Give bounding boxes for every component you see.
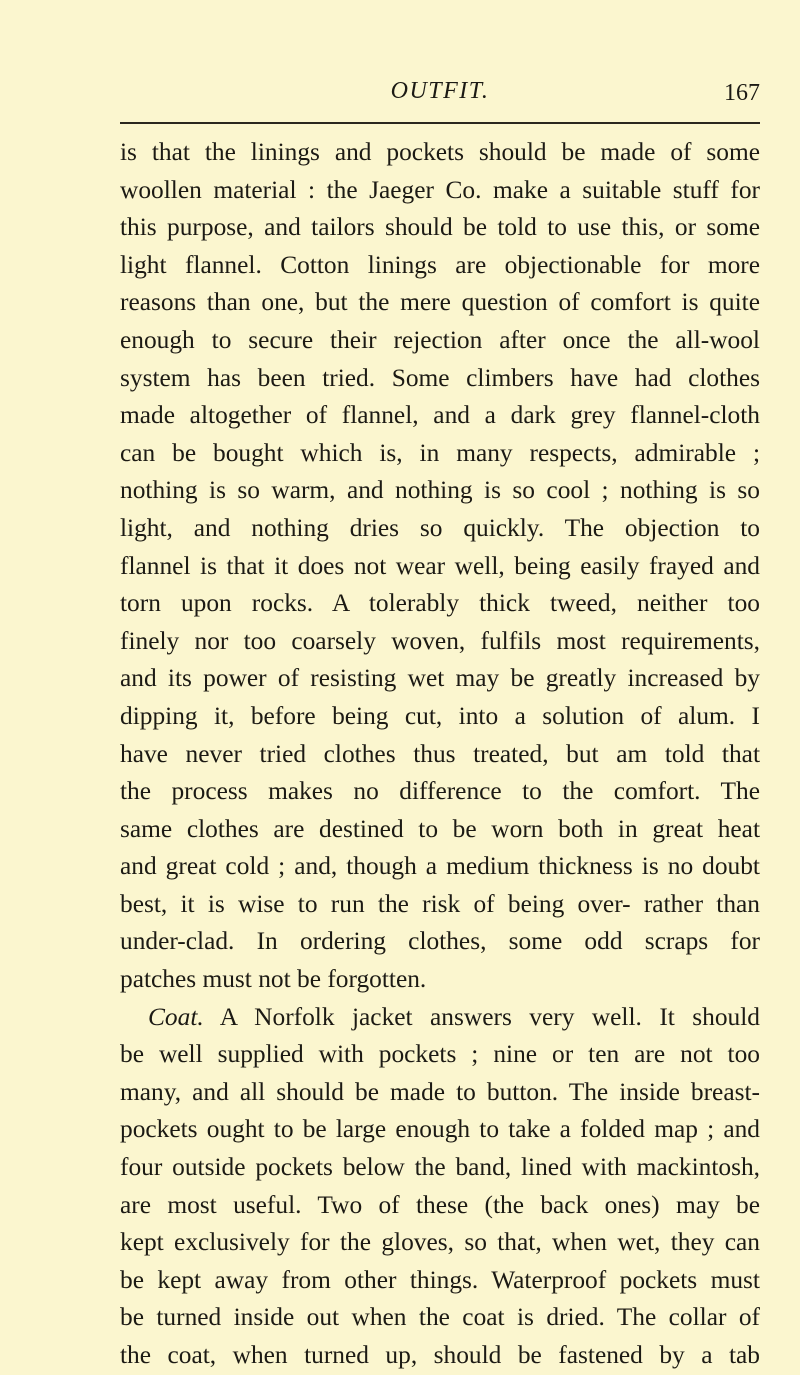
text-line: flannel is that it does not wear well, being easily frayed and <box>120 551 760 580</box>
coat-heading: Coat. <box>148 1002 204 1031</box>
text-line: light flannel. Cotton linings are objectionable for more <box>120 250 760 279</box>
text-line: be kept away from other things. Waterproof pockets must <box>120 1265 760 1294</box>
text-line: woollen material : the Jaeger Co. make a suitable stuff for <box>120 175 760 204</box>
text-line: the coat, when turned up, should be fastened by a tab <box>120 1341 760 1369</box>
coat-first-line-text: A Norfolk jacket answers very well. It should <box>219 1002 760 1031</box>
text-line: have never tried clothes thus treated, but am told that <box>120 739 760 768</box>
text-line: dipping it, before being cut, into a solution of alum. I <box>120 701 760 730</box>
text-line: torn upon rocks. A tolerably thick tweed, neither too <box>120 589 760 618</box>
text-line: the process makes no difference to the comfort. The <box>120 777 760 806</box>
text-line: many, and all should be made to button. The inside breast- <box>120 1077 760 1106</box>
running-title: OUTFIT. <box>390 78 490 104</box>
page-number: 167 <box>724 80 760 106</box>
text-line: light, and nothing dries so quickly. The objection to <box>120 513 760 542</box>
text-line: reasons than one, but the mere question of comfort is quite <box>120 288 760 317</box>
coat-paragraph-first-line <box>120 999 760 1037</box>
text-line: same clothes are destined to be worn both in great heat <box>120 814 760 843</box>
body-text <box>120 134 760 1375</box>
text-line: and its power of resisting wet may be greatly increased by <box>120 664 760 693</box>
text-line: can be bought which is, in many respects, admirable ; <box>120 438 760 467</box>
text-line: system has been tried. Some climbers have had clothes <box>120 363 760 392</box>
text-line: best, it is wise to run the risk of being over- rather than <box>120 889 760 918</box>
text-line: are most useful. Two of these (the back ones) may be <box>120 1190 760 1219</box>
text-line: enough to secure their rejection after once the all-wool <box>120 325 760 354</box>
header-rule <box>120 122 760 124</box>
text-line: made altogether of flannel, and a dark grey flannel-cloth <box>120 401 760 430</box>
text-line: kept exclusively for the gloves, so that, when wet, they can <box>120 1228 760 1257</box>
text-line: is that the linings and pockets should be made of some <box>120 138 760 166</box>
running-head <box>120 74 760 110</box>
text-line: patches must not be forgotten. <box>120 965 427 994</box>
text-line: under-clad. In ordering clothes, some odd scraps for <box>120 927 760 956</box>
text-line: this purpose, and tailors should be told to use this, or some <box>120 213 760 242</box>
text-line: be well supplied with pockets ; nine or ten are not too <box>120 1040 760 1069</box>
text-line: and great cold ; and, though a medium thickness is no doubt <box>120 852 760 881</box>
text-line: nothing is so warm, and nothing is so cool ; nothing is so <box>120 476 760 505</box>
text-line: be turned inside out when the coat is dried. The collar of <box>120 1303 760 1332</box>
text-line: finely nor too coarsely woven, fulfils most requirements, <box>120 626 760 655</box>
text-line: pockets ought to be large enough to take a folded map ; and <box>120 1115 760 1144</box>
text-line: four outside pockets below the band, lined with mackintosh, <box>120 1153 760 1182</box>
